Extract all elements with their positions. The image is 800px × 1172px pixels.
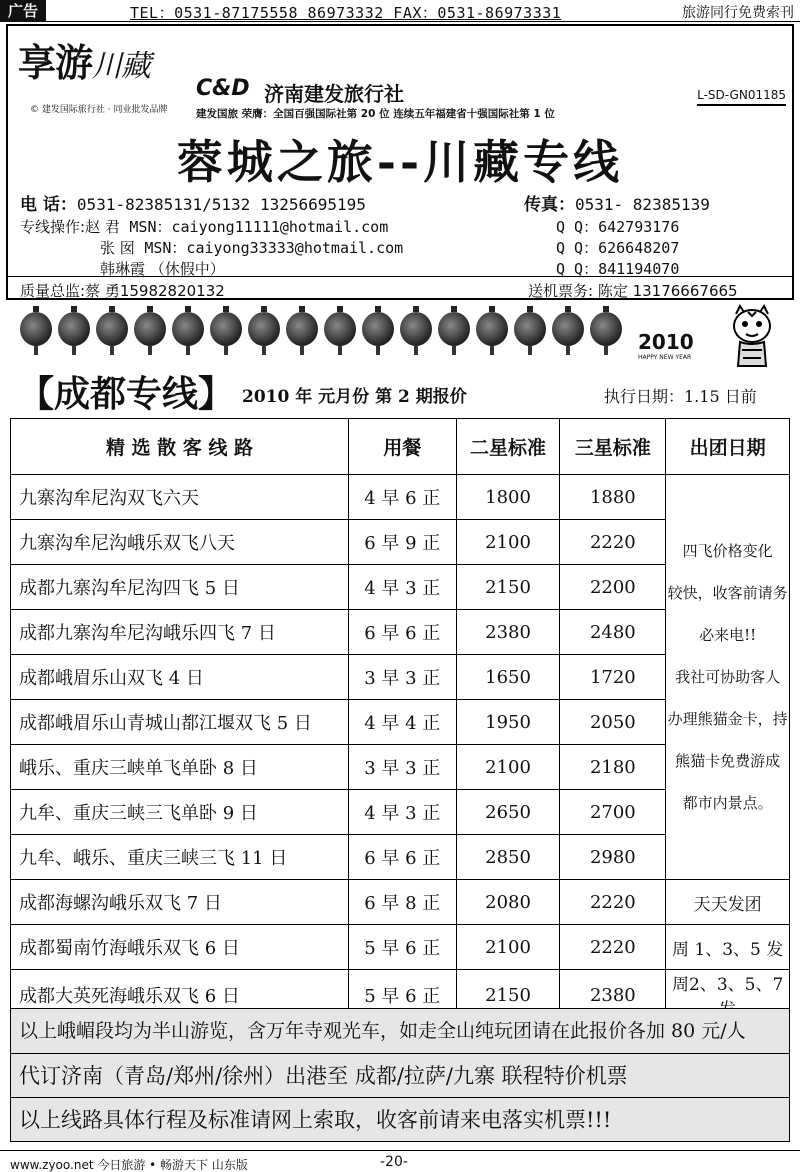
two-star-price: 2080 — [456, 880, 560, 925]
qq-number: Q Q：642793176 — [556, 218, 680, 236]
table-header-row — [11, 419, 790, 475]
two-star-price: 2150 — [456, 970, 560, 1021]
lantern-icon — [58, 312, 90, 346]
three-star-price: 2220 — [560, 880, 666, 925]
route-name: 成都海螺沟峨乐双飞 7 日 — [11, 880, 349, 925]
lantern-icon — [20, 312, 52, 346]
page-title: 蓉城之旅--川藏专线 — [176, 135, 624, 189]
lantern-icon — [286, 312, 318, 346]
two-star-price: 1800 — [456, 475, 560, 520]
table-row — [11, 925, 790, 970]
phone-label: 电 话： — [20, 195, 77, 215]
operator-row: 韩琳霞 （休假中） — [100, 260, 225, 278]
lantern-icon — [362, 312, 394, 346]
top-strip — [0, 0, 800, 22]
lantern-decoration — [6, 302, 794, 361]
lantern-icon — [96, 312, 128, 346]
departure-date: 周2、3、5、7 — [666, 970, 790, 1021]
note-itinerary: 以上线路具体行程及标准请网上索取，收客前请来电落实机票!!! — [11, 1097, 789, 1141]
lantern-icon — [552, 312, 584, 346]
route-name: 成都峨眉乐山双飞 4 日 — [11, 655, 349, 700]
section-title: 【成都专线】 — [18, 373, 235, 415]
meals: 6 早 6 正 — [348, 610, 456, 655]
execution-date: 执行日期：1.15 日前 — [604, 387, 757, 406]
two-star-price: 2100 — [456, 745, 560, 790]
phone-value: 0531-82385131/5132 13256695195 — [76, 195, 366, 214]
ad-tag: 广告 — [0, 0, 46, 22]
cd-logo: C&D — [196, 76, 250, 101]
operator-row: 张 囡 MSN：caiyong33333@hotmail.com — [100, 239, 404, 257]
col-header-route: 精 选 散 客 线 路 — [11, 419, 349, 475]
col-header-three-star: 三星标准 — [560, 419, 666, 475]
three-star-price: 1880 — [560, 475, 666, 520]
lantern-icon — [514, 312, 546, 346]
meals: 5 早 6 正 — [348, 970, 456, 1021]
two-star-price: 2380 — [456, 610, 560, 655]
free-catalog-tag: 旅游同行免费索刊 — [682, 5, 794, 21]
departure-note: 四飞价格变化 较快，收客前请务 必来电!! 我社可协助客人 办理熊猫金卡，持 熊猫卡免费游成 都市内景点。 — [666, 475, 790, 880]
tiger-mascot-icon — [716, 302, 788, 372]
brand-logo — [18, 32, 150, 87]
col-header-two-star: 二星标准 — [456, 419, 560, 475]
route-name: 九牟、重庆三峡三飞单卧 9 日 — [11, 790, 349, 835]
note-airfare: 代订济南（青岛/郑州/徐州）出港至 成都/拉萨/九寨 联程特价机票 — [11, 1053, 789, 1097]
meals: 3 早 3 正 — [348, 745, 456, 790]
two-star-price: 2100 — [456, 520, 560, 565]
footer-url: www.zyoo.net 今日旅游 • 畅游天下 山东版 — [10, 1158, 248, 1172]
departure-date: 天天发团 — [666, 880, 790, 925]
two-star-price: 2150 — [456, 565, 560, 610]
route-name: 成都峨眉乐山青城山都江堰双飞 5 日 — [11, 700, 349, 745]
quality-director: 质量总监:蔡 勇15982820132 — [20, 282, 225, 300]
route-name: 成都蜀南竹海峨乐双飞 6 日 — [11, 925, 349, 970]
brand-subtitle: © 建发国际旅行社 · 同业批发品牌 — [30, 105, 168, 115]
lantern-icon — [172, 312, 204, 346]
three-star-price: 2980 — [560, 835, 666, 880]
meals: 6 早 6 正 — [348, 835, 456, 880]
three-star-price: 2220 — [560, 925, 666, 970]
route-name: 峨乐、重庆三峡单飞单卧 8 日 — [11, 745, 349, 790]
lantern-icon — [210, 312, 242, 346]
route-name: 成都大英死海峨乐双飞 6 日 — [11, 970, 349, 1021]
three-star-price: 2220 — [560, 520, 666, 565]
qq-number: Q Q：841194070 — [556, 260, 680, 278]
lantern-icon — [134, 312, 166, 346]
price-table — [10, 418, 790, 1021]
issue-label: 2010 年 元月份 第 2 期报价 — [242, 387, 467, 407]
three-star-price: 2480 — [560, 610, 666, 655]
route-name: 成都九寨沟牟尼沟峨乐四飞 7 日 — [11, 610, 349, 655]
lantern-icon — [438, 312, 470, 346]
three-star-price: 1720 — [560, 655, 666, 700]
three-star-price: 2700 — [560, 790, 666, 835]
note-emei: 以上峨嵋段均为半山游览，含万年寺观光车，如走全山纯玩团请在此报价各加 80 元/人 — [11, 1009, 789, 1053]
departure-date: 周 1、3、5 发 — [666, 925, 790, 970]
honor-line: 建发国旅 荣膺：全国百强国际社第 20 位 连续五年福建省十强国际社第 1 位 — [196, 108, 555, 120]
two-star-price: 1650 — [456, 655, 560, 700]
top-contact-line: TEL：0531-87175558 86973332 FAX：0531-86973331 — [130, 4, 562, 22]
header-block — [6, 24, 794, 300]
two-star-price: 2100 — [456, 925, 560, 970]
three-star-price: 2200 — [560, 565, 666, 610]
meals: 4 早 6 正 — [348, 475, 456, 520]
three-star-price: 2380 — [560, 970, 666, 1021]
lantern-icon — [248, 312, 280, 346]
lantern-icon — [476, 312, 508, 346]
fax-value: 0531- 82385139 — [575, 195, 710, 214]
col-header-departure: 出团日期 — [666, 419, 790, 475]
brand-main: 享游 — [18, 40, 93, 85]
page-number: -20- — [380, 1154, 408, 1170]
operator-row: 专线操作:赵 君 MSN：caiyong11111@hotmail.com — [20, 218, 389, 236]
meals: 4 早 4 正 — [348, 700, 456, 745]
new-year-badge: 2010 HAPPY NEW YEAR — [638, 330, 694, 361]
fax-row — [524, 190, 710, 215]
page-footer — [0, 1150, 800, 1172]
three-star-price: 2050 — [560, 700, 666, 745]
lantern-icon — [590, 312, 622, 346]
route-name: 九寨沟牟尼沟峨乐双飞八天 — [11, 520, 349, 565]
route-name: 九牟、峨乐、重庆三峡三飞 11 日 — [11, 835, 349, 880]
agency-name: 济南建发旅行社 — [264, 82, 404, 106]
two-star-price: 2850 — [456, 835, 560, 880]
license-code: L-SD-GN01185 — [697, 88, 786, 106]
two-star-price: 2650 — [456, 790, 560, 835]
fax-label: 传真： — [524, 195, 575, 215]
meals: 6 早 9 正 — [348, 520, 456, 565]
route-name: 成都九寨沟牟尼沟四飞 5 日 — [11, 565, 349, 610]
meals: 4 早 3 正 — [348, 790, 456, 835]
meals: 6 早 8 正 — [348, 880, 456, 925]
meals: 5 早 6 正 — [348, 925, 456, 970]
phone-row — [20, 190, 366, 215]
footer-notes — [10, 1008, 790, 1142]
col-header-meals: 用餐 — [348, 419, 456, 475]
brand-script: 川藏 — [92, 49, 151, 84]
qq-number: Q Q：626648207 — [556, 239, 680, 257]
ticketing-contact: 送机票务: 陈定 13176667665 — [528, 282, 738, 300]
table-row — [11, 475, 790, 520]
table-row — [11, 880, 790, 925]
lantern-icon — [400, 312, 432, 346]
meals: 3 早 3 正 — [348, 655, 456, 700]
meals: 4 早 3 正 — [348, 565, 456, 610]
divider — [8, 276, 792, 277]
route-name: 九寨沟牟尼沟双飞六天 — [11, 475, 349, 520]
lantern-icon — [324, 312, 356, 346]
two-star-price: 1950 — [456, 700, 560, 745]
three-star-price: 2180 — [560, 745, 666, 790]
